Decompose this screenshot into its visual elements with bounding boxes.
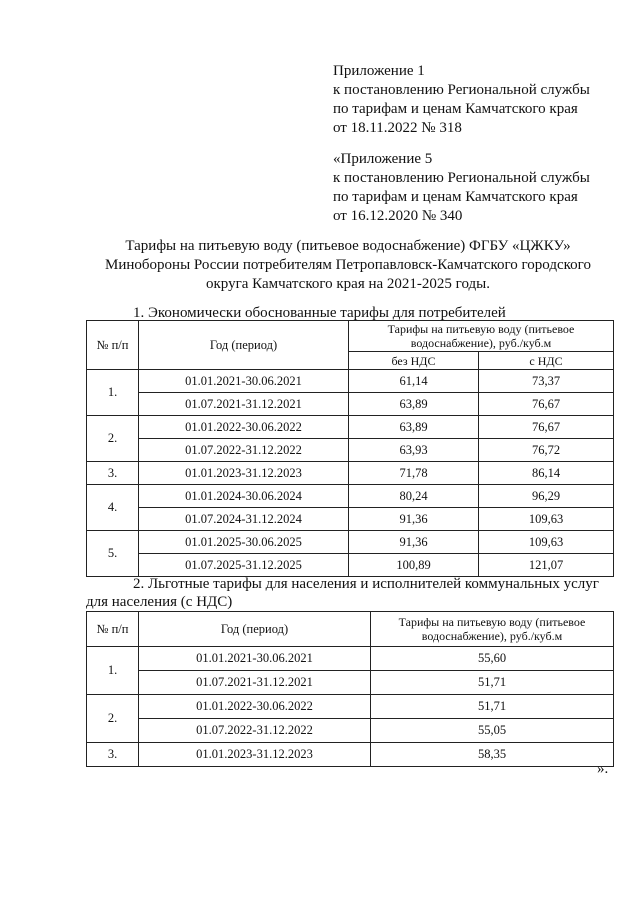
- row-no-vat: 100,89: [349, 554, 479, 577]
- header-num: № п/п: [87, 612, 139, 647]
- row-value: 58,35: [371, 743, 614, 767]
- row-num: 2.: [87, 416, 139, 462]
- row-num: 4.: [87, 485, 139, 531]
- row-no-vat: 91,36: [349, 508, 479, 531]
- row-value: 51,71: [371, 695, 614, 719]
- table-row: [87, 671, 614, 695]
- appendix-1-line: к постановлению Региональной службы: [333, 82, 590, 98]
- row-period: 01.07.2022-31.12.2022: [139, 719, 371, 743]
- row-with-vat: 109,63: [479, 531, 614, 554]
- section-2-heading-line: для населения (с НДС): [86, 594, 233, 610]
- row-no-vat: 71,78: [349, 462, 479, 485]
- section-2-heading: [86, 575, 612, 611]
- document-title: [86, 237, 610, 294]
- row-period: 01.07.2024-31.12.2024: [139, 508, 349, 531]
- appendix-5-line: «Приложение 5: [333, 151, 433, 167]
- appendix-1-line: Приложение 1: [333, 63, 425, 79]
- economic-tariffs-table: [86, 320, 614, 577]
- table-row: [87, 416, 614, 439]
- row-period: 01.01.2023-31.12.2023: [139, 743, 371, 767]
- table-row: [87, 485, 614, 508]
- row-with-vat: 96,29: [479, 485, 614, 508]
- appendix-1-line: по тарифам и ценам Камчатского края: [333, 101, 578, 117]
- table-row: [87, 462, 614, 485]
- table-row: [87, 554, 614, 577]
- section-1-heading: 1. Экономически обоснованные тарифы для потребителей: [133, 305, 506, 321]
- table-header-row: [87, 321, 614, 352]
- header-period: Год (период): [139, 321, 349, 370]
- header-tariff: Тарифы на питьевую воду (питьевое водоснабжение), руб./куб.м: [349, 321, 614, 352]
- row-num: 1.: [87, 370, 139, 416]
- table-row: [87, 370, 614, 393]
- row-period: 01.01.2021-30.06.2021: [139, 647, 371, 671]
- row-period: 01.07.2021-31.12.2021: [139, 393, 349, 416]
- appendix-5-line: от 16.12.2020 № 340: [333, 208, 463, 224]
- table-row: [87, 743, 614, 767]
- header-num: № п/п: [87, 321, 139, 370]
- header-tariff: Тарифы на питьевую воду (питьевое водоснабжение), руб./куб.м: [371, 612, 614, 647]
- appendix-5-block: [333, 150, 590, 226]
- row-no-vat: 63,89: [349, 416, 479, 439]
- appendix-1-block: [333, 62, 590, 138]
- table-row: [87, 508, 614, 531]
- title-line: Тарифы на питьевую воду (питьевое водоснабжение) ФГБУ «ЦЖКУ»: [125, 238, 571, 254]
- title-line: округа Камчатского края на 2021-2025 годы.: [206, 276, 490, 292]
- row-value: 55,60: [371, 647, 614, 671]
- table-row: [87, 439, 614, 462]
- header-period: Год (период): [139, 612, 371, 647]
- row-period: 01.07.2022-31.12.2022: [139, 439, 349, 462]
- row-with-vat: 121,07: [479, 554, 614, 577]
- row-with-vat: 76,67: [479, 393, 614, 416]
- title-line: Минобороны России потребителям Петропавловск-Камчатского городского: [105, 257, 591, 273]
- row-with-vat: 73,37: [479, 370, 614, 393]
- appendix-1-line: от 18.11.2022 № 318: [333, 120, 462, 136]
- row-no-vat: 91,36: [349, 531, 479, 554]
- row-no-vat: 63,93: [349, 439, 479, 462]
- row-num: 3.: [87, 462, 139, 485]
- table-row: [87, 719, 614, 743]
- row-period: 01.01.2021-30.06.2021: [139, 370, 349, 393]
- row-value: 55,05: [371, 719, 614, 743]
- appendix-5-line: по тарифам и ценам Камчатского края: [333, 189, 578, 205]
- row-value: 51,71: [371, 671, 614, 695]
- table-row: [87, 647, 614, 671]
- row-no-vat: 80,24: [349, 485, 479, 508]
- section-2-heading-line: 2. Льготные тарифы для населения и исполнителей коммунальных услуг: [133, 576, 599, 592]
- preferential-tariffs-table: [86, 611, 614, 767]
- row-period: 01.01.2022-30.06.2022: [139, 416, 349, 439]
- row-num: 3.: [87, 743, 139, 767]
- table-row: [87, 531, 614, 554]
- row-num: 1.: [87, 647, 139, 695]
- row-with-vat: 86,14: [479, 462, 614, 485]
- row-period: 01.07.2021-31.12.2021: [139, 671, 371, 695]
- row-period: 01.01.2024-30.06.2024: [139, 485, 349, 508]
- row-period: 01.01.2023-31.12.2023: [139, 462, 349, 485]
- table-row: [87, 393, 614, 416]
- row-no-vat: 63,89: [349, 393, 479, 416]
- appendix-5-line: к постановлению Региональной службы: [333, 170, 590, 186]
- closing-quote: ».: [597, 761, 609, 777]
- row-period: 01.07.2025-31.12.2025: [139, 554, 349, 577]
- table-row: [87, 695, 614, 719]
- row-num: 5.: [87, 531, 139, 577]
- row-num: 2.: [87, 695, 139, 743]
- row-with-vat: 76,67: [479, 416, 614, 439]
- header-with-vat: с НДС: [479, 352, 614, 370]
- row-period: 01.01.2022-30.06.2022: [139, 695, 371, 719]
- row-with-vat: 76,72: [479, 439, 614, 462]
- header-no-vat: без НДС: [349, 352, 479, 370]
- table-header-row: [87, 612, 614, 647]
- row-with-vat: 109,63: [479, 508, 614, 531]
- row-no-vat: 61,14: [349, 370, 479, 393]
- row-period: 01.01.2025-30.06.2025: [139, 531, 349, 554]
